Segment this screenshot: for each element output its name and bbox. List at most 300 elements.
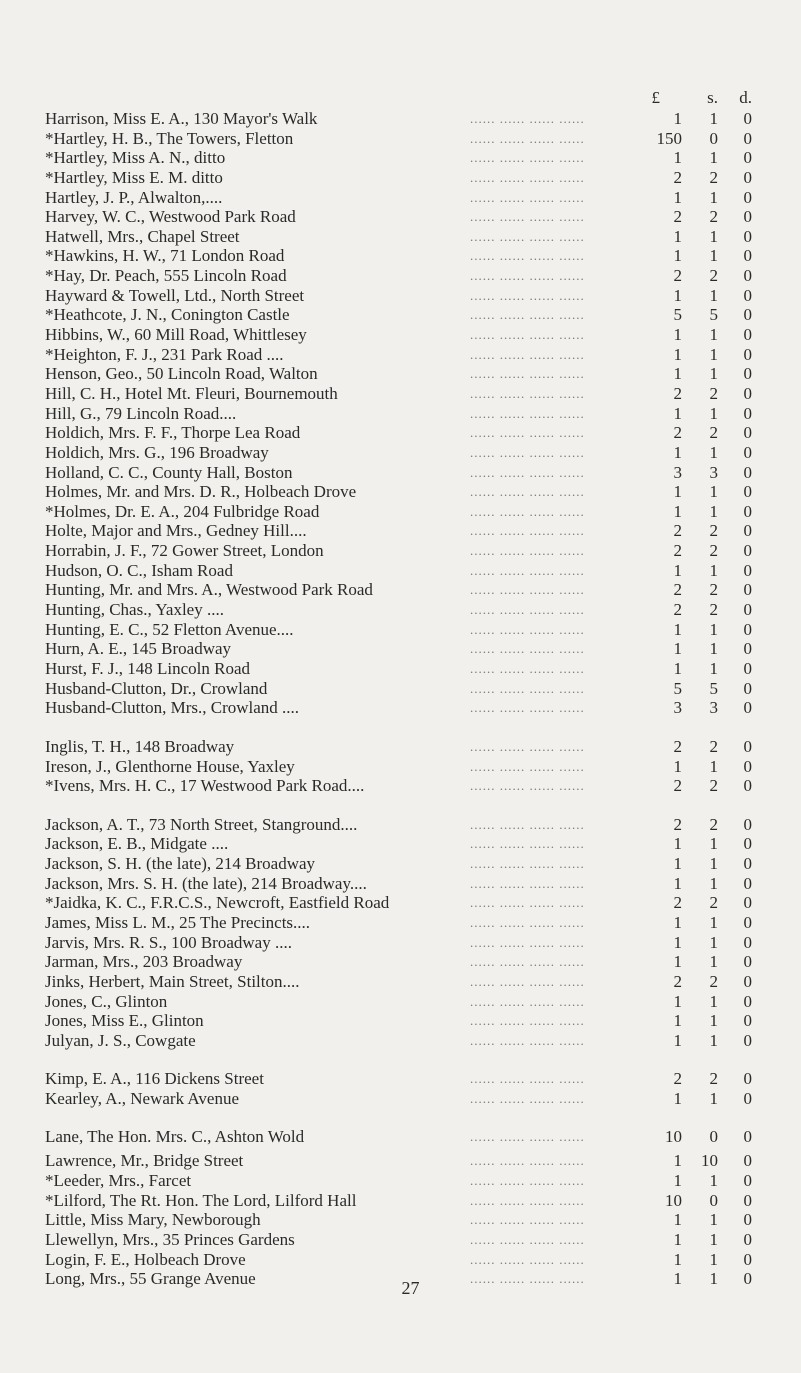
subscriber-row	[0, 286, 801, 306]
amount-pounds: 1	[673, 560, 682, 580]
amount-shillings: 1	[709, 344, 718, 364]
amount-shillings: 1	[709, 834, 718, 854]
dot-leader: ...... ...... ...... ......	[470, 287, 585, 303]
subscriber-row	[0, 580, 801, 600]
subscriber-row	[0, 521, 801, 541]
amount-shillings: 1	[709, 952, 718, 972]
amount-pounds: 1	[673, 854, 682, 874]
dot-leader: ...... ...... ...... ......	[470, 484, 585, 500]
subscriber-name: Hudson, O. C., Isham Road	[45, 560, 233, 580]
amount-pounds: 2	[673, 167, 682, 187]
subscriber-name-cell	[45, 620, 575, 640]
subscriber-name-cell	[45, 541, 575, 561]
page-number: 27	[401, 1278, 420, 1298]
amount-pence: 0	[743, 814, 752, 834]
amount-pence: 0	[743, 912, 752, 932]
amount-shillings: 1	[709, 1229, 718, 1249]
subscriber-name-cell	[45, 1250, 575, 1270]
amount-shillings: 0	[709, 1190, 718, 1210]
amount-pounds: 1	[673, 639, 682, 659]
amount-shillings: 1	[709, 873, 718, 893]
amount-pence: 0	[743, 1151, 752, 1171]
amount-shillings: 1	[709, 1210, 718, 1230]
subscriber-name-cell	[45, 482, 575, 502]
subscriber-row	[0, 384, 801, 404]
subscriber-name-cell	[45, 188, 575, 208]
dot-leader: ...... ...... ...... ......	[470, 130, 585, 146]
subscriber-name-cell	[45, 580, 575, 600]
subscriber-name-cell	[45, 737, 575, 757]
subscriber-row	[0, 1230, 801, 1250]
dot-leader: ...... ...... ...... ......	[470, 169, 585, 185]
dot-leader: ...... ...... ...... ......	[470, 503, 585, 519]
subscriber-row	[0, 639, 801, 659]
amount-pounds: 1	[673, 403, 682, 423]
amount-pence: 0	[743, 854, 752, 874]
subscriber-name: *Hartley, Miss A. N., ditto	[45, 148, 226, 168]
subscriber-name-cell	[45, 834, 575, 854]
dot-leader: ...... ...... ...... ......	[470, 1091, 585, 1107]
subscriber-name-cell	[45, 246, 575, 266]
dot-leader: ...... ...... ...... ......	[470, 914, 585, 930]
subscriber-row	[0, 345, 801, 365]
amount-shillings: 1	[709, 1269, 718, 1289]
amount-pounds: 1	[673, 246, 682, 266]
amount-shillings: 2	[709, 207, 718, 227]
amount-pence: 0	[743, 246, 752, 266]
subscriber-name: Hill, G., 79 Lincoln Road....	[45, 403, 237, 423]
dot-leader: ...... ...... ...... ......	[470, 973, 585, 989]
amount-pence: 0	[743, 1229, 752, 1249]
amount-pence: 0	[743, 1030, 752, 1050]
amount-shillings: 0	[709, 128, 718, 148]
subscriber-name-cell	[45, 305, 575, 325]
subscriber-row	[0, 620, 801, 640]
dot-leader: ...... ...... ...... ......	[470, 1128, 585, 1144]
amount-pounds: 1	[673, 1210, 682, 1230]
subscriber-name: Jarman, Mrs., 203 Broadway	[45, 952, 243, 972]
amount-pounds: 1	[673, 912, 682, 932]
amount-shillings: 1	[709, 1171, 718, 1191]
amount-pounds: 3	[673, 462, 682, 482]
amount-pounds: 2	[673, 893, 682, 913]
subscriber-name: *Hartley, Miss E. M. ditto	[45, 167, 223, 187]
subscriber-name: Ireson, J., Glenthorne House, Yaxley	[45, 756, 295, 776]
section-gap	[0, 796, 801, 815]
dot-leader: ...... ...... ...... ......	[470, 248, 585, 264]
subscriber-name-cell	[45, 129, 575, 149]
subscriber-name: Hurst, F. J., 148 Lincoln Road	[45, 658, 250, 678]
section-gap	[0, 718, 801, 737]
dot-leader: ...... ...... ...... ......	[470, 1153, 585, 1169]
subscriber-name: Hunting, Mr. and Mrs. A., Westwood Park Road	[45, 580, 373, 600]
subscriber-name-cell	[45, 521, 575, 541]
amount-shillings: 1	[709, 658, 718, 678]
subscriber-name-cell	[45, 1230, 575, 1250]
amount-pence: 0	[743, 873, 752, 893]
dot-leader: ...... ...... ...... ......	[470, 543, 585, 559]
amount-pounds: 1	[673, 991, 682, 1011]
amount-pence: 0	[743, 344, 752, 364]
amount-shillings: 1	[709, 619, 718, 639]
dot-leader: ...... ...... ...... ......	[470, 327, 585, 343]
subscriber-name-cell	[45, 1127, 575, 1147]
subscriber-row	[0, 1011, 801, 1031]
pence-header: d.	[739, 88, 752, 107]
dot-leader: ...... ...... ...... ......	[470, 405, 585, 421]
amount-pence: 0	[743, 167, 752, 187]
subscriber-name: Hibbins, W., 60 Mill Road, Whittlesey	[45, 325, 307, 345]
amount-pence: 0	[743, 285, 752, 305]
subscriber-row	[0, 1127, 801, 1147]
amount-shillings: 2	[709, 1069, 718, 1089]
amount-pence: 0	[743, 109, 752, 128]
subscriber-name: Jackson, S. H. (the late), 214 Broadway	[45, 854, 316, 874]
amount-pence: 0	[743, 658, 752, 678]
subscriber-name-cell	[45, 266, 575, 286]
amount-pounds: 2	[673, 541, 682, 561]
amount-pence: 0	[743, 364, 752, 384]
subscriber-row	[0, 364, 801, 384]
dot-leader: ...... ...... ...... ......	[470, 758, 585, 774]
dot-leader: ...... ...... ...... ......	[470, 738, 585, 754]
subscriber-row	[0, 463, 801, 483]
subscriber-name: Hartley, J. P., Alwalton,....	[45, 187, 223, 207]
amount-pence: 0	[743, 1011, 752, 1031]
dot-leader: ...... ...... ...... ......	[470, 1013, 585, 1029]
subscriber-name-cell	[45, 227, 575, 247]
amount-shillings: 3	[709, 462, 718, 482]
amount-pounds: 1	[673, 285, 682, 305]
amount-pounds: 2	[673, 600, 682, 620]
subscriber-name-cell	[45, 639, 575, 659]
subscriber-row	[0, 1171, 801, 1191]
amount-shillings: 1	[709, 501, 718, 521]
amount-shillings: 1	[709, 148, 718, 168]
amount-shillings: 1	[709, 187, 718, 207]
subscriber-name-cell	[45, 109, 575, 129]
amount-shillings: 2	[709, 776, 718, 796]
subscriber-name: Long, Mrs., 55 Grange Avenue	[45, 1269, 256, 1289]
dot-leader: ...... ...... ...... ......	[470, 1231, 585, 1247]
amount-pounds: 1	[673, 442, 682, 462]
subscriber-name-cell	[45, 698, 575, 718]
dot-leader: ...... ...... ...... ......	[470, 268, 585, 284]
section-gap	[0, 1109, 801, 1127]
amount-pence: 0	[743, 756, 752, 776]
dot-leader: ...... ...... ...... ......	[470, 1212, 585, 1228]
subscriber-name-cell	[45, 1011, 575, 1031]
subscriber-name: Julyan, J. S., Cowgate	[45, 1030, 196, 1050]
amount-pence: 0	[743, 325, 752, 345]
subscriber-name: *Hartley, H. B., The Towers, Fletton	[45, 128, 294, 148]
amount-pounds: 2	[673, 814, 682, 834]
amount-pence: 0	[743, 971, 752, 991]
subscriber-name: Holland, C. C., County Hall, Boston	[45, 462, 293, 482]
subscriber-row	[0, 188, 801, 208]
dot-leader: ...... ...... ...... ......	[470, 680, 585, 696]
amount-pounds: 5	[673, 305, 682, 325]
subscriber-name: Horrabin, J. F., 72 Gower Street, London	[45, 541, 324, 561]
subscriber-name: Lawrence, Mr., Bridge Street	[45, 1151, 244, 1171]
dot-leader: ...... ...... ...... ......	[470, 444, 585, 460]
subscriber-name-cell	[45, 893, 575, 913]
subscriber-name-cell	[45, 1069, 575, 1089]
amount-pence: 0	[743, 482, 752, 502]
amount-shillings: 2	[709, 600, 718, 620]
subscriber-name: Hurn, A. E., 145 Broadway	[45, 639, 232, 659]
subscriber-row	[0, 541, 801, 561]
subscriber-name: Holdich, Mrs. F. F., Thorpe Lea Road	[45, 423, 301, 443]
amount-pounds: 1	[673, 619, 682, 639]
amount-pence: 0	[743, 403, 752, 423]
amount-pence: 0	[743, 600, 752, 620]
dot-leader: ...... ...... ...... ......	[470, 1192, 585, 1208]
subscriber-name-cell	[45, 1089, 575, 1109]
amount-pounds: 1	[673, 148, 682, 168]
amount-pounds: 1	[673, 1249, 682, 1269]
subscriber-row	[0, 952, 801, 972]
amount-pounds: 2	[673, 736, 682, 756]
subscriber-name: Jackson, A. T., 73 North Street, Stanground....	[45, 814, 358, 834]
subscriber-row	[0, 698, 801, 718]
subscriber-name: Inglis, T. H., 148 Broadway	[45, 736, 235, 756]
amount-shillings: 1	[709, 639, 718, 659]
amount-pence: 0	[743, 187, 752, 207]
subscriber-row	[0, 815, 801, 835]
amount-pence: 0	[743, 1210, 752, 1230]
amount-shillings: 1	[709, 482, 718, 502]
subscriber-name: Jinks, Herbert, Main Street, Stilton....	[45, 971, 300, 991]
amount-shillings: 1	[709, 442, 718, 462]
dot-leader: ...... ...... ...... ......	[470, 1251, 585, 1267]
amount-pence: 0	[743, 305, 752, 325]
amount-shillings: 1	[709, 560, 718, 580]
subscriber-name-cell	[45, 384, 575, 404]
amount-shillings: 2	[709, 736, 718, 756]
amount-shillings: 2	[709, 814, 718, 834]
amount-shillings: 5	[709, 305, 718, 325]
subscriber-row	[0, 148, 801, 168]
amount-shillings: 2	[709, 971, 718, 991]
dot-leader: ...... ...... ...... ......	[470, 778, 585, 794]
subscriber-row	[0, 1089, 801, 1109]
amount-pence: 0	[743, 678, 752, 698]
amount-pence: 0	[743, 383, 752, 403]
dot-leader: ...... ...... ...... ......	[470, 1173, 585, 1189]
dot-leader: ...... ...... ...... ......	[470, 875, 585, 891]
amount-pence: 0	[743, 148, 752, 168]
amount-pounds: 1	[673, 226, 682, 246]
subscriber-name: James, Miss L. M., 25 The Precincts....	[45, 912, 311, 932]
amount-shillings: 1	[709, 1011, 718, 1031]
subscriber-row	[0, 266, 801, 286]
amount-pounds: 5	[673, 678, 682, 698]
dot-leader: ...... ...... ...... ......	[470, 700, 585, 716]
subscriber-name: *Hawkins, H. W., 71 London Road	[45, 246, 285, 266]
subscriber-row	[0, 325, 801, 345]
subscriber-name-cell	[45, 423, 575, 443]
subscriber-name-cell	[45, 1031, 575, 1051]
amount-pence: 0	[743, 736, 752, 756]
dot-leader: ...... ...... ...... ......	[470, 346, 585, 362]
subscriber-name: *Leeder, Mrs., Farcet	[45, 1171, 192, 1191]
subscriber-name: Hayward & Towell, Ltd., North Street	[45, 285, 305, 305]
subscriber-row	[0, 423, 801, 443]
subscriber-name: Hill, C. H., Hotel Mt. Fleuri, Bournemouth	[45, 383, 338, 403]
subscriber-name: *Heighton, F. J., 231 Park Road ....	[45, 344, 284, 364]
subscriber-name: Husband-Clutton, Mrs., Crowland ....	[45, 698, 300, 718]
subscriber-name: Jarvis, Mrs. R. S., 100 Broadway ....	[45, 932, 292, 952]
subscriber-row	[0, 776, 801, 796]
subscriber-row	[0, 168, 801, 188]
currency-column-headers	[0, 87, 801, 109]
amount-shillings: 1	[709, 246, 718, 266]
subscriber-name-cell	[45, 502, 575, 522]
subscriber-name-cell	[45, 561, 575, 581]
subscriber-row	[0, 933, 801, 953]
subscriber-name: *Ivens, Mrs. H. C., 17 Westwood Park Road....	[45, 776, 365, 796]
amount-pounds: 1	[673, 482, 682, 502]
subscriber-name-cell	[45, 364, 575, 384]
subscriber-name-cell	[45, 1210, 575, 1230]
amount-pounds: 1	[673, 873, 682, 893]
amount-shillings: 1	[709, 1249, 718, 1269]
subscriber-name-cell	[45, 952, 575, 972]
subscriber-row	[0, 992, 801, 1012]
subscriber-name-cell	[45, 1191, 575, 1211]
subscriber-name: Jones, C., Glinton	[45, 991, 168, 1011]
dot-leader: ...... ...... ...... ......	[470, 582, 585, 598]
subscriber-name-cell	[45, 168, 575, 188]
amount-shillings: 0	[709, 1126, 718, 1146]
subscriber-row	[0, 893, 801, 913]
amount-shillings: 1	[709, 1089, 718, 1109]
subscriber-name: Login, F. E., Holbeach Drove	[45, 1249, 246, 1269]
subscriber-row	[0, 109, 801, 129]
subscriber-name-cell	[45, 600, 575, 620]
amount-pounds: 2	[673, 383, 682, 403]
dot-leader: ...... ...... ...... ......	[470, 641, 585, 657]
subscriber-name: Jackson, E. B., Midgate ....	[45, 834, 229, 854]
amount-shillings: 1	[709, 1030, 718, 1050]
subscriber-name: Jackson, Mrs. S. H. (the late), 214 Broadway....	[45, 873, 367, 893]
subscriber-name-cell	[45, 913, 575, 933]
subscriber-name-cell	[45, 992, 575, 1012]
subscriber-row	[0, 404, 801, 424]
dot-leader: ...... ...... ...... ......	[470, 1032, 585, 1048]
amount-shillings: 1	[709, 403, 718, 423]
amount-pence: 0	[743, 541, 752, 561]
amount-pounds: 2	[673, 971, 682, 991]
dot-leader: ...... ...... ...... ......	[470, 189, 585, 205]
amount-shillings: 1	[709, 364, 718, 384]
amount-shillings: 10	[701, 1151, 718, 1171]
subscriber-name: Harrison, Miss E. A., 130 Mayor's Walk	[45, 109, 318, 128]
subscriber-row	[0, 659, 801, 679]
amount-pounds: 1	[673, 1171, 682, 1191]
dot-leader: ...... ...... ...... ......	[470, 1071, 585, 1087]
dot-leader: ...... ...... ...... ......	[470, 307, 585, 323]
dot-leader: ...... ...... ...... ......	[470, 621, 585, 637]
amount-shillings: 2	[709, 893, 718, 913]
subscriber-name-cell	[45, 325, 575, 345]
amount-pence: 0	[743, 1089, 752, 1109]
amount-shillings: 2	[709, 521, 718, 541]
amount-pence: 0	[743, 266, 752, 286]
subscriber-row	[0, 1191, 801, 1211]
amount-pounds: 1	[673, 501, 682, 521]
amount-pence: 0	[743, 1069, 752, 1089]
dot-leader: ...... ...... ...... ......	[470, 464, 585, 480]
amount-pounds: 1	[673, 187, 682, 207]
subscriber-name: Kimp, E. A., 116 Dickens Street	[45, 1069, 264, 1089]
dot-leader: ...... ...... ...... ......	[470, 934, 585, 950]
amount-shillings: 5	[709, 678, 718, 698]
subscriber-row	[0, 1151, 801, 1171]
section-gap	[0, 1050, 801, 1069]
amount-pence: 0	[743, 128, 752, 148]
amount-pounds: 1	[673, 1089, 682, 1109]
subscriber-name: *Holmes, Dr. E. A., 204 Fulbridge Road	[45, 501, 320, 521]
subscriber-name: Kearley, A., Newark Avenue	[45, 1089, 240, 1109]
subscriber-name: Llewellyn, Mrs., 35 Princes Gardens	[45, 1229, 295, 1249]
dot-leader: ...... ...... ...... ......	[470, 209, 585, 225]
amount-pounds: 2	[673, 1069, 682, 1089]
subscriber-name: *Hay, Dr. Peach, 555 Lincoln Road	[45, 266, 287, 286]
subscriber-name: Husband-Clutton, Dr., Crowland	[45, 678, 268, 698]
amount-pounds: 10	[665, 1190, 682, 1210]
amount-shillings: 1	[709, 109, 718, 128]
subscriber-name-cell	[45, 286, 575, 306]
amount-shillings: 1	[709, 756, 718, 776]
amount-pounds: 2	[673, 423, 682, 443]
dot-leader: ...... ...... ...... ......	[470, 856, 585, 872]
amount-shillings: 2	[709, 423, 718, 443]
amount-pence: 0	[743, 226, 752, 246]
subscriber-name: Hunting, Chas., Yaxley ....	[45, 600, 224, 620]
subscriber-name-cell	[45, 854, 575, 874]
subscriber-row	[0, 874, 801, 894]
subscriber-row	[0, 1069, 801, 1089]
subscriber-name-cell	[45, 148, 575, 168]
subscriber-row	[0, 737, 801, 757]
subscriber-name-cell	[45, 757, 575, 777]
subscriber-name-cell	[45, 1151, 575, 1171]
subscriber-row	[0, 227, 801, 247]
amount-pence: 0	[743, 1269, 752, 1289]
amount-pounds: 1	[673, 658, 682, 678]
subscriber-name: Holte, Major and Mrs., Gedney Hill....	[45, 521, 307, 541]
dot-leader: ...... ...... ...... ......	[470, 111, 585, 126]
subscriber-row	[0, 834, 801, 854]
amount-shillings: 1	[709, 285, 718, 305]
subscriber-row	[0, 1031, 801, 1051]
subscriber-row	[0, 854, 801, 874]
amount-pence: 0	[743, 207, 752, 227]
subscriber-row	[0, 443, 801, 463]
subscriber-name-cell	[45, 679, 575, 699]
amount-shillings: 1	[709, 226, 718, 246]
amount-pence: 0	[743, 639, 752, 659]
amount-pounds: 1	[673, 109, 682, 128]
subscriber-name-cell	[45, 659, 575, 679]
amount-pounds: 1	[673, 952, 682, 972]
dot-leader: ...... ...... ...... ......	[470, 602, 585, 618]
dot-leader: ...... ...... ...... ......	[470, 660, 585, 676]
amount-pounds: 2	[673, 521, 682, 541]
subscriber-row	[0, 207, 801, 227]
